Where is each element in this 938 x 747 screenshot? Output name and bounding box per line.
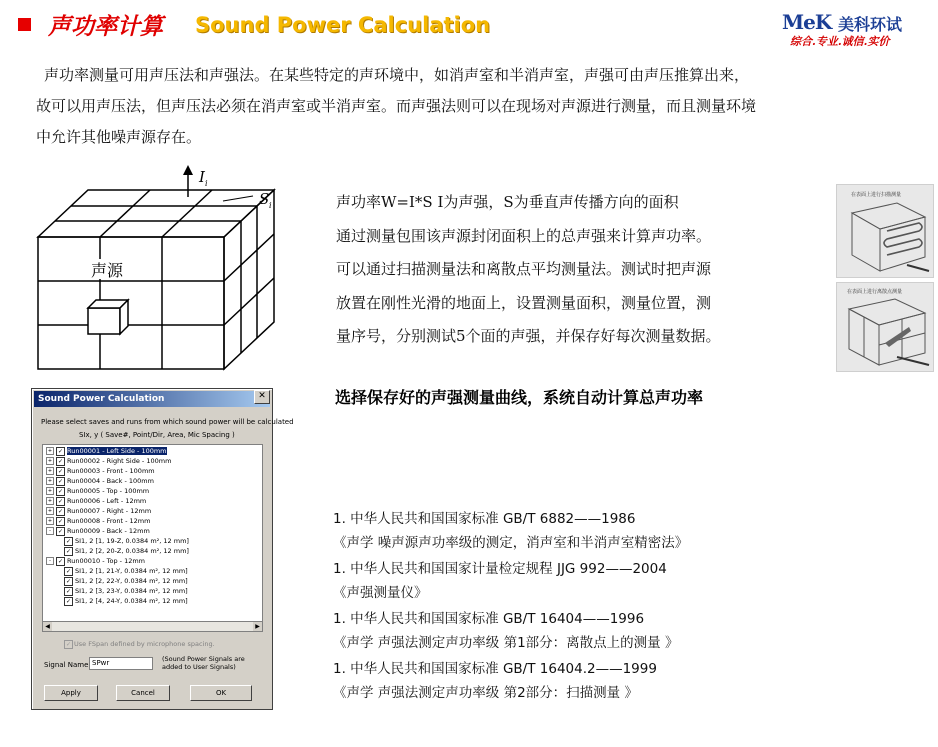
signal-note-line-1: (Sound Power Signals are — [162, 655, 245, 663]
signal-name-label: Signal Name — [44, 661, 89, 669]
brand-name: 美科环试 — [838, 15, 903, 34]
source-label: 声源 — [91, 261, 124, 280]
standard-title: 《声学 声强法测定声功率级 第2部分：扫描测量 》 — [333, 685, 638, 701]
checkbox-checked-icon[interactable]: ✓ — [65, 547, 72, 555]
horizontal-scrollbar[interactable] — [42, 621, 263, 632]
expand-icon[interactable]: + — [47, 478, 53, 484]
discrete-point-measurement-photo — [836, 282, 934, 372]
tree-item-run00009[interactable] — [46, 526, 150, 536]
standard-item: 1. 中华人民共和国国家标准 GB/T 16404——1996 — [333, 611, 645, 627]
tree-item-label: Run00007 - Right - 12mm — [67, 507, 152, 515]
description-line-3: 可以通过扫描测量法和离散点平均测量法。测试时把声源 — [336, 260, 712, 278]
tree-subitem-label: SI1, 2 [1, 21-Y, 0.0384 m², 12 mm] — [75, 567, 188, 575]
ok-button[interactable]: OK — [190, 685, 252, 701]
expand-icon[interactable]: + — [47, 488, 53, 494]
page-title-cn: 声功率计算 — [48, 13, 163, 40]
collapse-icon[interactable]: - — [46, 527, 54, 535]
area-label: S — [259, 190, 270, 208]
expand-icon[interactable]: + — [47, 468, 53, 474]
dialog-title-bar[interactable] — [34, 391, 270, 407]
standard-item: 1. 中华人民共和国国家标准 GB/T 6882——1986 — [333, 511, 636, 527]
checkbox-checked-icon[interactable]: ✓ — [57, 497, 64, 505]
sound-power-dialog — [31, 388, 294, 710]
run-selection-tree[interactable] — [42, 444, 263, 622]
scroll-left-icon[interactable]: ◀ — [43, 622, 52, 631]
tree-item-run00004[interactable] — [46, 476, 154, 486]
tree-item-run00007[interactable] — [46, 506, 151, 516]
checkbox-checked-icon[interactable]: ✓ — [65, 577, 72, 585]
tree-subitem-label: SI1, 2 [4, 24-Y, 0.0384 m², 12 mm] — [75, 597, 188, 605]
description-line-1: 声功率W=I*S I为声强，S为垂直声传播方向的面积 — [336, 193, 679, 211]
tree-item-label: Run00006 - Left - 12mm — [67, 497, 147, 505]
intensity-subscript: i — [205, 179, 208, 188]
expand-icon[interactable]: + — [47, 448, 53, 454]
expand-icon[interactable]: + — [47, 508, 53, 514]
standard-item: 1. 中华人民共和国国家标准 GB/T 16404.2——1999 — [333, 661, 657, 677]
signal-name-input[interactable]: SPwr — [89, 657, 153, 670]
description-line-5: 量序号，分别测试5个面的声强，并保存好每次测量数据。 — [336, 327, 721, 345]
standard-title: 《声学 噪声源声功率级的测定，消声室和半消声室精密法》 — [333, 535, 689, 551]
intro-line-3: 中允许其他噪声源存在。 — [36, 128, 202, 146]
standard-title: 《声强测量仪》 — [333, 585, 428, 601]
tree-subitem[interactable] — [64, 536, 189, 546]
tree-subitem-label: SI1, 2 [2, 22-Y, 0.0384 m², 12 mm] — [75, 577, 188, 585]
tree-subitem[interactable] — [64, 596, 188, 606]
expand-icon[interactable]: + — [47, 518, 53, 524]
title-bullet — [18, 18, 31, 31]
apply-button[interactable]: Apply — [44, 685, 98, 701]
intro-line-1: 声功率测量可用声压法和声强法。在某些特定的声环境中，如消声室和半消声室，声强可由声压推算出来， — [44, 66, 750, 84]
fspan-label: Use FSpan defined by microphone spacing. — [74, 640, 215, 648]
checkbox-checked-icon[interactable]: ✓ — [65, 537, 72, 545]
checkbox-checked-icon[interactable]: ✓ — [57, 517, 64, 525]
dialog-close-button[interactable]: ✕ — [254, 390, 270, 404]
area-subscript: i — [269, 201, 272, 210]
tree-item-run00003[interactable] — [46, 466, 155, 476]
checkbox-checked-icon[interactable]: ✓ — [65, 587, 72, 595]
tree-subitem[interactable] — [64, 586, 188, 596]
cancel-button[interactable]: Cancel — [116, 685, 170, 701]
tree-subitem-label: SI1, 2 [2, 20-Z, 0.0384 m², 12 mm] — [75, 547, 189, 555]
tree-item-run00001[interactable] — [46, 446, 167, 456]
brand-slogan: 综合.专业.诚信.实价 — [790, 35, 890, 48]
tree-item-run00002[interactable] — [46, 456, 171, 466]
checkbox-checked-icon[interactable]: ✓ — [57, 557, 64, 565]
expand-icon[interactable]: + — [47, 458, 53, 464]
collapse-icon[interactable]: - — [46, 557, 54, 565]
tree-item-run00006[interactable] — [46, 496, 146, 506]
checkbox-checked-icon[interactable]: ✓ — [57, 477, 64, 485]
description-line-2: 通过测量包围该声源封闭面积上的总声强来计算声功率。 — [336, 227, 712, 245]
tree-subitem-label: SI1, 2 [1, 19-Z, 0.0384 m², 12 mm] — [75, 537, 189, 545]
tree-item-run00005[interactable] — [46, 486, 149, 496]
tree-item-label: Run00002 - Right Side - 100mm — [67, 457, 172, 465]
signal-note-line-2: added to User Signals) — [162, 663, 236, 671]
tree-subitem[interactable] — [64, 546, 189, 556]
intensity-label: I — [199, 168, 205, 186]
tree-item-run00010[interactable] — [46, 556, 145, 566]
expand-icon[interactable]: + — [47, 498, 53, 504]
description-line-4: 放置在刚性光滑的地面上，设置测量面积，测量位置，测 — [336, 294, 712, 312]
dialog-title: Sound Power Calculation — [38, 394, 165, 404]
fspan-checkbox[interactable]: ✓ — [65, 641, 72, 648]
photo1-caption: 在表面上进行扫描测量 — [851, 192, 902, 198]
checkbox-checked-icon[interactable]: ✓ — [57, 527, 64, 535]
selection-heading: 选择保存好的声强测量曲线，系统自动计算总声功率 — [335, 388, 704, 407]
standard-item: 1. 中华人民共和国国家计量检定规程 JJG 992——2004 — [333, 561, 667, 577]
checkbox-checked-icon[interactable]: ✓ — [57, 457, 64, 465]
sound-source-cube-diagram — [25, 160, 300, 375]
tree-item-label: Run00003 - Front - 100mm — [67, 467, 155, 475]
tree-item-label: Run00001 - Left Side - 100mm — [67, 447, 167, 455]
tree-subitem[interactable] — [64, 566, 188, 576]
checkbox-checked-icon[interactable]: ✓ — [65, 597, 72, 605]
checkbox-checked-icon[interactable]: ✓ — [57, 447, 64, 455]
scroll-right-icon[interactable]: ▶ — [253, 622, 262, 631]
tree-item-label: Run00010 - Top - 12mm — [67, 557, 145, 565]
tree-item-run00008[interactable] — [46, 516, 150, 526]
checkbox-checked-icon[interactable]: ✓ — [65, 567, 72, 575]
photo2-caption: 在表面上进行离散点测量 — [847, 289, 903, 295]
tree-item-label: Run00005 - Top - 100mm — [67, 487, 150, 495]
logo-mark: MeK — [782, 10, 832, 34]
checkbox-checked-icon[interactable]: ✓ — [57, 467, 64, 475]
brand-logo — [782, 10, 831, 34]
standard-title: 《声学 声强法测定声功率级 第1部分：离散点上的测量 》 — [333, 635, 679, 651]
tree-item-label: Run00009 - Back - 12mm — [67, 527, 150, 535]
tree-item-label: Run00008 - Front - 12mm — [67, 517, 151, 525]
tree-subitem-label: SI1, 2 [3, 23-Y, 0.0384 m², 12 mm] — [75, 587, 188, 595]
tree-item-label: Run00004 - Back - 100mm — [67, 477, 154, 485]
dialog-instruction: Please select saves and runs from which sound power will be calculated — [41, 418, 294, 426]
page-title-en: Sound Power Calculation — [195, 13, 491, 37]
intensity-arrow-icon — [183, 165, 193, 175]
checkbox-checked-icon[interactable]: ✓ — [57, 487, 64, 495]
dialog-format-hint: SIx, y ( Save#, Point/Dir, Area, Mic Spacing ) — [79, 431, 235, 439]
scan-measurement-photo — [836, 184, 934, 278]
tree-subitem[interactable] — [64, 576, 188, 586]
intro-line-2: 故可以用声压法，但声压法必须在消声室或半消声室。而声强法则可以在现场对声源进行测量，而且测量环境 — [36, 97, 757, 115]
checkbox-checked-icon[interactable]: ✓ — [57, 507, 64, 515]
